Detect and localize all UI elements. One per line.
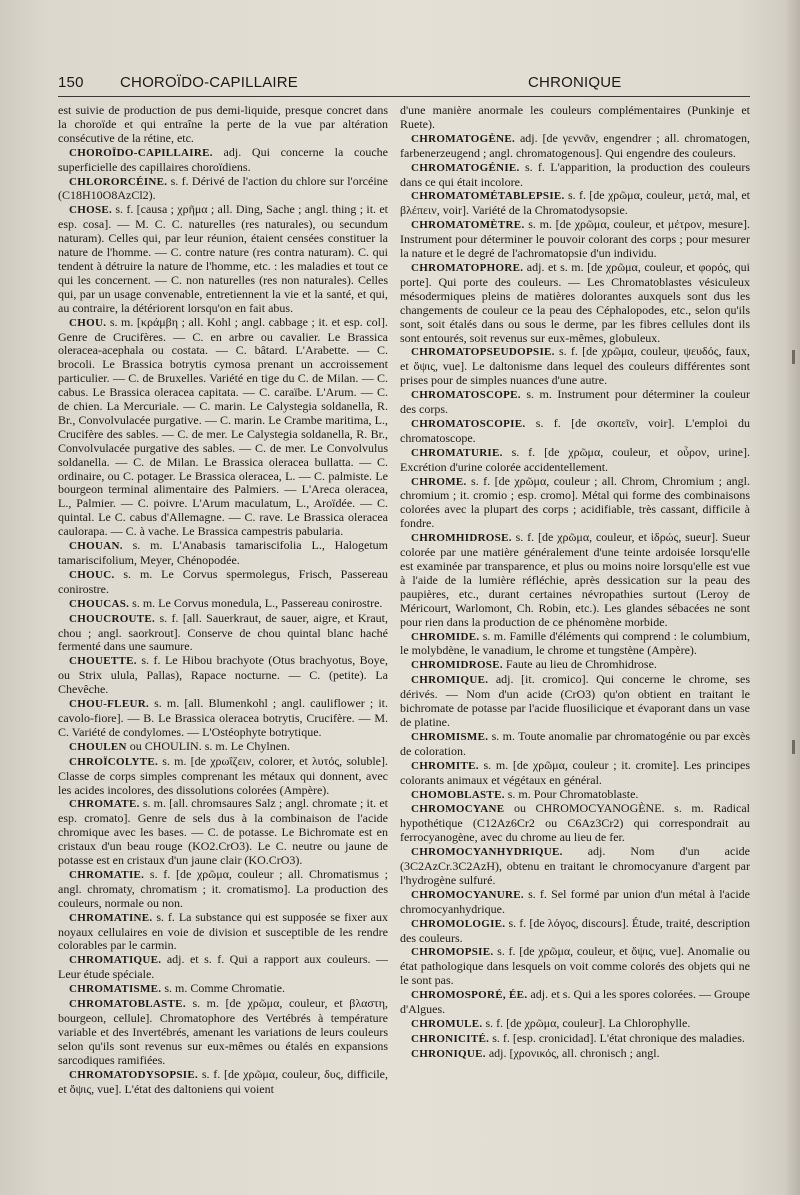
entry-text: s. f. [de σκοπεῖν, voir]. L'emploi du chromatoscope. — [400, 415, 751, 445]
margin-mark — [792, 740, 795, 754]
entry-headword: CHOROÏDO-CAPILLAIRE. — [69, 146, 213, 159]
dictionary-entry — [400, 802, 750, 845]
entry-headword: CHROMATOMÉTABLEPSIE. — [411, 190, 565, 203]
entry-text: s. m. Instrument pour déterminer la couleur des corps. — [400, 387, 751, 417]
entry-text: adj. Qui concerne la couche superficielle des capillaires choroïdiens. — [58, 144, 388, 174]
dictionary-entry — [58, 175, 388, 204]
entry-text: s. m. Toute anomalie par chromatogénie ou par excès de coloration. — [400, 728, 750, 758]
page-number: 150 — [58, 74, 84, 91]
entry-text: adj. et s. Qui a les spores colorées. — Groupe d'Algues. — [400, 987, 751, 1017]
entry-text: adj. Nom d'un acide (3C2AzCr.3C2AzH), obtenu en traitant le chromocyanure d'argent par l'hydrogène sulfuré. — [400, 844, 750, 887]
entry-headword: CHROMATOSCOPIE. — [411, 417, 526, 430]
entry-headword: CHROMULE. — [411, 1018, 483, 1030]
dictionary-entry — [400, 104, 750, 132]
entry-text: adj. [it. cromico]. Qui concerne le chrome, ses dérivés. — Nom d'un acide (CrO3) qu'on obtient en traitant le bichromate de potasse par l'acide fluosilicique et évaporant dans un vase de platine. — [400, 672, 750, 729]
entry-headword: CHROMATOMÈTRE. — [411, 219, 525, 232]
dictionary-entry — [400, 988, 750, 1017]
dictionary-entry — [400, 446, 750, 475]
entry-headword: CHROMATE. — [69, 798, 140, 811]
dictionary-entry — [58, 568, 388, 597]
entry-text: s. f. [de χρῶμα, couleur, et ἱδρώς, sueur]. Sueur colorée par une matière généralement d'une teinte ardoisée lorsqu'elle est examinée par transparence, et plus ou moins noire lorsqu'elle est vue à l'aide de la lumière réfléchie, après dessication sur la peau des paupières, etc., durant certaines névropathies surtout (Leroy de Méricourt, Warlomont, Ch. Robin, etc.). Les glandes sébacées ne sont pour rien dans la production de ce phénomène morbide. — [400, 530, 751, 629]
dictionary-entry — [400, 1017, 750, 1032]
entry-headword: CHROMATISME. — [69, 983, 162, 996]
entry-headword: CHROMATOPHORE. — [411, 261, 524, 274]
dictionary-entry — [58, 797, 388, 868]
entry-headword: CHROMOPSIE. — [411, 946, 494, 959]
dictionary-entry — [58, 316, 388, 540]
entry-text: Faute au lieu de Chromhidrose. — [505, 657, 657, 672]
entry-text: s. m. Comme Chromatie. — [164, 981, 285, 996]
entry-headword: CHROMOCYANURE. — [411, 888, 524, 901]
entry-text: s. f. [de χρῶμα, couleur, μετά, mal, et βλέπειν, voir]. Variété de la Chromatodysopsie. — [400, 188, 750, 218]
entry-headword: CHROMOCYANE — [411, 803, 505, 816]
entry-text: s. f. Sel formé par union d'un métal à l'acide chromocyanhydrique. — [400, 886, 750, 916]
entry-headword: CHROMATOPSEUDOPSIE. — [411, 346, 555, 359]
entry-headword: CHROMATOSCOPE. — [411, 389, 521, 402]
entry-headword: CHOUCROUTE. — [69, 612, 156, 625]
dictionary-entry — [400, 759, 750, 788]
entry-text: s. f. La substance qui est supposée se fixer aux noyaux cellulaires en voie de division et susceptible de les rendre colorables par le carmin. — [58, 909, 389, 953]
entry-text: ou CHOULIN. s. m. Le Chylnen. — [129, 738, 291, 753]
entry-text: s. m. Pour Chromatoblaste. — [507, 786, 639, 801]
entry-text: adj. [de γεννᾶν, engendrer ; all. chromatogen, farbenerzeugend ; angl. chromatogenous]. Qui engendre des couleurs. — [400, 130, 750, 160]
right-running-head: CHRONIQUE — [528, 74, 622, 91]
dictionary-entry — [58, 740, 388, 755]
entry-text: s. f. L'apparition, la production des couleurs dans ce qui était incolore. — [400, 159, 751, 189]
entry-text: s. f. [de χρῶμα, couleur, et οὖρον, urine]. Excrétion d'urine colorée accidentellement. — [400, 444, 751, 474]
left-column — [58, 104, 388, 1096]
dictionary-entry — [400, 417, 750, 446]
dictionary-entry — [58, 982, 388, 997]
dictionary-entry — [400, 788, 750, 803]
entry-headword: CHROMATURIE. — [411, 446, 503, 459]
entry-headword: CHROMATODYSOPSIE. — [69, 1068, 199, 1081]
entry-headword: CHROMATOBLASTE. — [69, 998, 186, 1011]
page-edge — [786, 0, 800, 1195]
entry-headword: CHROMIQUE. — [411, 674, 489, 687]
dictionary-entry — [400, 888, 750, 917]
entry-headword: CHROMIDE. — [411, 630, 480, 643]
entry-headword: CHROMOCYANHYDRIQUE. — [411, 846, 563, 859]
entry-text: s. f. [de χρῶμα, couleur, ψευδός, faux, et ὄψις, vue]. Le daltonisme dans lequel des couleurs différentes sont prises pour de simples nuances d'une autre. — [400, 344, 750, 388]
dictionary-entry — [58, 146, 388, 175]
entry-text: s. m. [de χρῶμα, couleur, et μέτρον, mesure]. Instrument pour déterminer le pouvoir colorant des corps ; pour mesurer la nature et le degré de l'achromatopsie d'un individu. — [400, 217, 751, 261]
dictionary-entry — [58, 612, 388, 655]
entry-text: adj. et s. f. Qui a rapport aux couleurs. — Leur étude spéciale. — [58, 952, 389, 982]
dictionary-entry — [400, 845, 750, 888]
entry-text: s. m. L'Anabasis tamariscifolia L., Halogetum tamariscifolium, Meyer, Chénopodée. — [58, 538, 389, 567]
dictionary-entry — [58, 755, 388, 798]
dictionary-entry — [400, 945, 750, 988]
entry-headword: CHOU-FLEUR. — [69, 698, 149, 711]
dictionary-entry — [400, 261, 750, 345]
dictionary-entry — [400, 673, 750, 730]
dictionary-entry — [58, 911, 388, 954]
entry-headword: CHLORORCÉINE. — [69, 175, 168, 188]
dictionary-entry — [58, 539, 388, 568]
entry-headword: CHOUC. — [69, 568, 115, 581]
dictionary-entry — [400, 345, 750, 388]
dictionary-entry — [400, 475, 750, 532]
entry-headword: CHROMATOGÉNIE. — [411, 161, 520, 174]
dictionary-entry — [58, 597, 388, 612]
dictionary-entry — [400, 132, 750, 161]
entry-headword: CHOUCAS. — [69, 597, 130, 610]
right-column — [400, 104, 750, 1062]
dictionary-entry — [400, 218, 750, 261]
dictionary-entry — [400, 161, 750, 190]
entry-headword: CHRONICITÉ. — [411, 1032, 490, 1045]
dictionary-entry — [400, 531, 750, 629]
entry-headword: CHROMATINE. — [69, 911, 153, 924]
dictionary-entry — [58, 868, 388, 911]
entry-headword: CHOUETTE. — [69, 655, 137, 668]
entry-text: ou CHROMOCYANOGÈNE. s. m. Radical hypothétique (C12Az6Cr2 ou C6Az3Cr2) qui correspondrait au ferrocyanogène, avec du chrome au lieu de fer. — [400, 801, 751, 845]
entry-headword: CHROMHIDROSE. — [411, 532, 512, 545]
dictionary-entry — [58, 697, 388, 740]
entry-headword: CHOMOBLASTE. — [411, 788, 505, 801]
entry-headword: CHOSE. — [69, 204, 113, 217]
margin-mark — [792, 350, 795, 364]
entry-text: d'une manière anormale les couleurs complémentaires (Punkinje et Ruete). — [400, 103, 750, 131]
entry-text: s. f. [causa ; χρῆμα ; all. Ding, Sache ; angl. thing ; it. et esp. cosa]. — M. C. C. naturelles (res naturales), ou secundum naturam). Celles qui, par leur réunion, étaient censées constituer la nature de l'homme. — C. contre nature (res contra naturam). C. qui tendent à détruire la nature de l'homme, etc. : les maladies et tout ce qui les concernent. — C. non naturelles (res non naturales). Celles qui, par un usage convenable, entretiennent la vie et la santé, et qui, au contraire, la détériorent lorsqu'on en fait abus. — [58, 202, 388, 315]
entry-headword: CHROMATIQUE. — [69, 954, 162, 967]
entry-text: s. m. [κράμβη ; all. Kohl ; angl. cabbage ; it. et esp. col]. Genre de Crucifères. — C. en arbre ou cavalier. Le Brassica oleracea-acephala ou costata. — C. bâtard. L'Arabette. — C. brocoli. Le Brassica botrytis cymosa prenant un accroissement particulier. — C. de Bruxelles. Variété en tige du C. de Milan. — C. cabus. Le Brassica oleracea capitata. — C. caraïbe. L'Arum. — C. de chien. La Mercuriale. — C. marin. Le Calystegia soldanella, R. Br., Convolvulacée purgative. — C. marin. Le Crambe maritima, L., Crucifère des sables. — C. de mer. Le Calystegia soldanella, R. Br., Convolvulacée purgative des sables. — C. de mer. Le Convolvulus soldanella. — C. de Milan. Le Brassica oleracea bullatta. — C. ordinaire, ou C. potager. Le Brassica oleracea, L. — C. palmiste. Le bourgeon terminal alimentaire des Palmiers. — L'Areca oleracea, L., Palmier. — C. poivre. L'Arum maculatum, L., Aroïdée. — C. quintal. Le C. cabus d'Allemagne. — C. rave. Le Brassica oleracea caulorapa. — C. à vache. Le Brassica campestris pabularia. — [58, 314, 389, 539]
entry-text: s. m. [all. Blumenkohl ; angl. cauliflower ; it. cavolo-fiore]. — B. Le Brassica oleracea botrytis, Crucifère. — M. C. Variété de condylomes. — L'Ostéophyte botrytique. — [58, 696, 389, 739]
dictionary-entry — [400, 730, 750, 759]
entry-text: s. f. [de χρῶμα, couleur ; all. Chromatismus ; angl. chromaty, chromatism ; it. cromatismo]. La production des couleurs, normale ou non. — [58, 866, 389, 910]
entry-headword: CHRONIQUE. — [411, 1047, 486, 1060]
dictionary-entry — [400, 630, 750, 659]
dictionary-entry — [400, 189, 750, 218]
entry-text: s. f. Dérivé de l'action du chlore sur l'orcéine (C18H10O8AzCl2). — [58, 173, 388, 203]
entry-text: s. f. [de λόγος, discours]. Étude, traité, description des couleurs. — [400, 915, 750, 945]
dictionary-entry — [400, 658, 750, 673]
entry-text: s. m. Le Corvus spermolegus, Frisch, Passereau conirostre. — [58, 566, 388, 596]
entry-text: s. f. [de χρῶμα, couleur, δυς, difficile, et ὄψις, vue]. L'état des daltoniens qui voient — [58, 1066, 389, 1096]
entry-text: s. m. [de χρῶμα, couleur ; it. cromite]. Les principes colorants animaux et végétaux en général. — [400, 757, 751, 787]
entry-text: s. f. [esp. cronicidad]. L'état chronique des maladies. — [492, 1030, 745, 1045]
entry-headword: CHROMIDROSE. — [411, 659, 503, 672]
entry-headword: CHROMOLOGIE. — [411, 917, 506, 930]
entry-text: s. m. [de χρῶμα, couleur, et βλαστη, bourgeon, cellule]. Chromatophore des Vertébrés à température variable et des Invertébrés, amenant les variations de leurs couleurs selon qu'ils sont revenus sur eux-mêmes ou étalés en expansions sarcodiques ramifiées. — [58, 996, 388, 1067]
entry-text: s. f. [all. Sauerkraut, de sauer, aigre, et Kraut, chou ; angl. saorkrout]. Conserve de chou quintal blanc haché fermenté dans une saumure. — [58, 610, 389, 654]
entry-text: s. m. [de χρωΐζειν, colorer, et λυτός, soluble]. Classe de corps simples comprenant les métaux qui donnent, avec les acides incolores, des dissolutions colorées (Ampère). — [58, 753, 388, 797]
entry-headword: CHROMATOGÈNE. — [411, 132, 516, 145]
dictionary-entry — [400, 1032, 750, 1047]
entry-headword: CHROME. — [411, 475, 467, 488]
entry-text: s. m. Le Corvus monedula, L., Passereau conirostre. — [132, 595, 383, 610]
entry-text: est suivie de production de pus demi-liquide, presque concret dans la choroïde et qui entraîne la perte de la vue par altération consécutive de la rétine, etc. — [58, 103, 388, 145]
entry-headword: CHROMITE. — [411, 759, 479, 772]
entry-headword: CHROÏCOLYTE. — [69, 755, 159, 768]
dictionary-entry — [58, 953, 388, 982]
entry-text: adj. et s. m. [de χρῶμα, couleur, et φορός, qui porte]. Qui porte des couleurs. — Les Chromatoblastes vésiculeux mésodermiques pleins de matières dolorantes auxquels sont dus les changements de couleur ce la peau des Céphalopodes, etc., selon qu'ils sont, soit étalés dans ou sous le derme, par les fibres cellules dont ils sont entourés, soit revenus sur eux-mêmes, globuleux. — [400, 259, 750, 345]
dictionary-entry — [58, 997, 388, 1068]
dictionary-entry — [400, 1047, 750, 1062]
entry-text: s. f. [de χρῶμα, couleur]. La Chlorophylle. — [485, 1016, 691, 1030]
entry-headword: CHROMATIE. — [69, 868, 145, 881]
entry-text: s. m. [all. chromsaures Salz ; angl. chromate ; it. et esp. cromato]. Genre de sels dus à la combinaison de l'acide chromique avec les bases. — C. de potasse. Le Bichromate est en cristaux d'un beau rouge (KO2.CrO3). Le C. neutre ou jaune de potasse est en cristaux d'un jaune clair (KO.CrO3). — [58, 796, 389, 868]
dictionary-entry — [58, 104, 388, 146]
entry-text: s. f. [de χρῶμα, couleur ; all. Chrom, Chromium ; angl. chromium ; it. cromio ; esp. cromo]. Métal qui forme des combinaisons colorées avec la plupart des corps ; acidifiable, très cassant, difficile à fondre. — [400, 473, 751, 531]
entry-headword: CHROMISME. — [411, 730, 489, 743]
entry-headword: CHOULEN — [69, 740, 127, 753]
dictionary-entry — [400, 917, 750, 946]
dictionary-entry — [58, 203, 388, 315]
dictionary-entry — [58, 654, 388, 697]
left-running-head: CHOROÏDO-CAPILLAIRE — [120, 74, 298, 91]
entry-text: s. m. Famille d'éléments qui comprend : le columbium, le molybdène, le vanadium, le chrome et tungstène (Ampère). — [400, 628, 751, 658]
entry-headword: CHOUAN. — [69, 540, 123, 553]
entry-text: s. f. Le Hibou brachyote (Otus brachyotus, Boye, ou Strix ulula, Pallas), Rapace nocturne. — C. (petite). La Chevêche. — [58, 653, 389, 697]
entry-text: adj. [χρονικός, all. chronisch ; angl. — [488, 1045, 660, 1060]
entry-text: s. f. [de χρῶμα, couleur, et ὄψις, vue]. Anomalie ou état pathologique dans lesquels on voit comme colorés des objets qui ne le sont pas. — [400, 944, 750, 988]
dictionary-entry — [400, 388, 750, 417]
header-rule — [58, 96, 750, 97]
entry-headword: CHOU. — [69, 316, 107, 329]
page-header — [58, 74, 750, 96]
dictionary-entry — [58, 1068, 388, 1097]
entry-headword: CHROMOSPORÉ, ÉE. — [411, 989, 528, 1002]
